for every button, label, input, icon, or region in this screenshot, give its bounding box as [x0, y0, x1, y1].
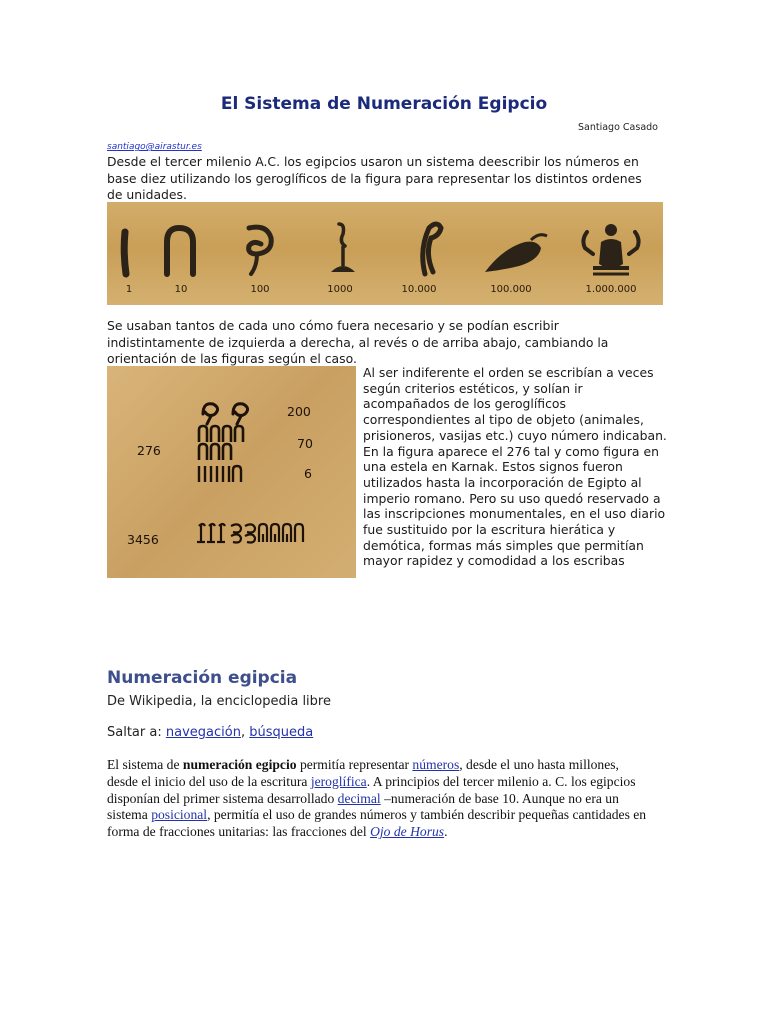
- author-email-link[interactable]: santiago@airastur.es: [107, 142, 202, 152]
- history-paragraph: Al ser indiferente el orden se escribían a veces según criterios estéticos, y solían ir acompañados de los geroglíficos correspondientes al tipo de objeto (animales, prisioneros, vasijas etc.) cuyo número indicaban. En la figura aparece el 276 tal y como figura en una estela en Karnak. Estos signos fueron utilizados hasta la incorporación de Egipto al imperio romano. Pero su uso quedó reservado a las inscripciones monumentales, en el uso diario fue sustituido por la escritura hierática y demótica, formas más simples que permitían mayor rapidez y comodidad a los escribas: [363, 365, 667, 569]
- lotus-glyph-icon: [331, 224, 355, 272]
- glyph-label-10: 10: [174, 284, 188, 295]
- glyph-label-1000000: 1.000.000: [585, 284, 637, 295]
- usage-paragraph: Se usaban tantos de cada uno cómo fuera necesario y se podían escribir indistintamente de izquierda a derecha, al revés o de arriba abajo, cambiando la orientación de las figuras según el caso.: [107, 318, 609, 366]
- body-text: –numeración de base 10. Aunque no era un sistema: [107, 790, 619, 823]
- posicional-link[interactable]: posicional: [151, 807, 208, 823]
- heh-god-glyph-icon: [583, 224, 638, 274]
- body-text: . A principios del tercer milenio a. C. los egipcios disponían del primer sistema desarrollado: [107, 773, 636, 806]
- number-6-label: 6: [304, 466, 312, 481]
- numeral-examples-figure: [107, 366, 356, 578]
- number-276-label: 276: [137, 443, 161, 458]
- jeroglifica-link[interactable]: jeroglífica: [310, 773, 367, 789]
- body-text: , permitía el uso de grandes números y también describir pequeñas cantidades en forma de fracciones unitarias: las fracciones del: [107, 807, 647, 840]
- 3456-glyphs-icon: [197, 524, 303, 543]
- stroke-glyph-icon: [124, 232, 126, 274]
- hundreds-glyphs-icon: [203, 404, 248, 424]
- glyph-label-100000: 100.000: [490, 284, 532, 295]
- intro-paragraph: Desde el tercer milenio A.C. los egipcios usaron un sistema deescribir los números en base diez utilizando los geroglíficos de la figura para representar los distintos ordenes de unidades.: [107, 154, 642, 202]
- finger-glyph-icon: [423, 224, 441, 274]
- body-text: .: [444, 824, 448, 840]
- numeros-link[interactable]: números: [412, 757, 460, 772]
- wiki-heading: Numeración egipcia: [107, 668, 298, 688]
- decimal-link[interactable]: decimal: [337, 790, 381, 806]
- wiki-body-paragraph: [107, 757, 647, 841]
- jump-prefix: Saltar a:: [107, 725, 166, 740]
- jump-separator: ,: [240, 725, 250, 740]
- tens-glyphs-icon: [199, 426, 243, 460]
- tadpole-glyph-icon: [485, 235, 547, 272]
- jump-links: [107, 725, 313, 740]
- glyph-label-1000: 1000: [327, 284, 353, 295]
- glyph-label-10000: 10.000: [401, 284, 437, 295]
- heel-bone-glyph-icon: [167, 228, 193, 274]
- wiki-subtitle: De Wikipedia, la enciclopedia libre: [107, 694, 331, 709]
- number-3456-label: 3456: [127, 532, 159, 547]
- document-title: El Sistema de Numeración Egipcio: [220, 94, 548, 114]
- glyph-label-100: 100: [250, 284, 270, 295]
- coil-rope-glyph-icon: [249, 227, 272, 274]
- body-text: El sistema de: [107, 757, 183, 772]
- hieroglyph-strip-figure: [107, 202, 663, 305]
- body-text: permitía representar: [296, 757, 413, 772]
- author-name: Santiago Casado: [578, 122, 658, 133]
- body-bold-term: numeración egipcio: [182, 757, 297, 772]
- body-text: , desde el uno hasta millones, desde el inicio del uso de la escritura: [107, 757, 619, 789]
- units-glyphs-icon: [199, 466, 241, 482]
- ojo-de-horus-link[interactable]: Ojo de Horus: [370, 824, 445, 840]
- jump-navigation-link[interactable]: navegación: [165, 725, 241, 740]
- jump-search-link[interactable]: búsqueda: [249, 725, 314, 740]
- number-200-label: 200: [287, 404, 311, 419]
- number-70-label: 70: [297, 436, 313, 451]
- glyph-label-1: 1: [125, 284, 133, 295]
